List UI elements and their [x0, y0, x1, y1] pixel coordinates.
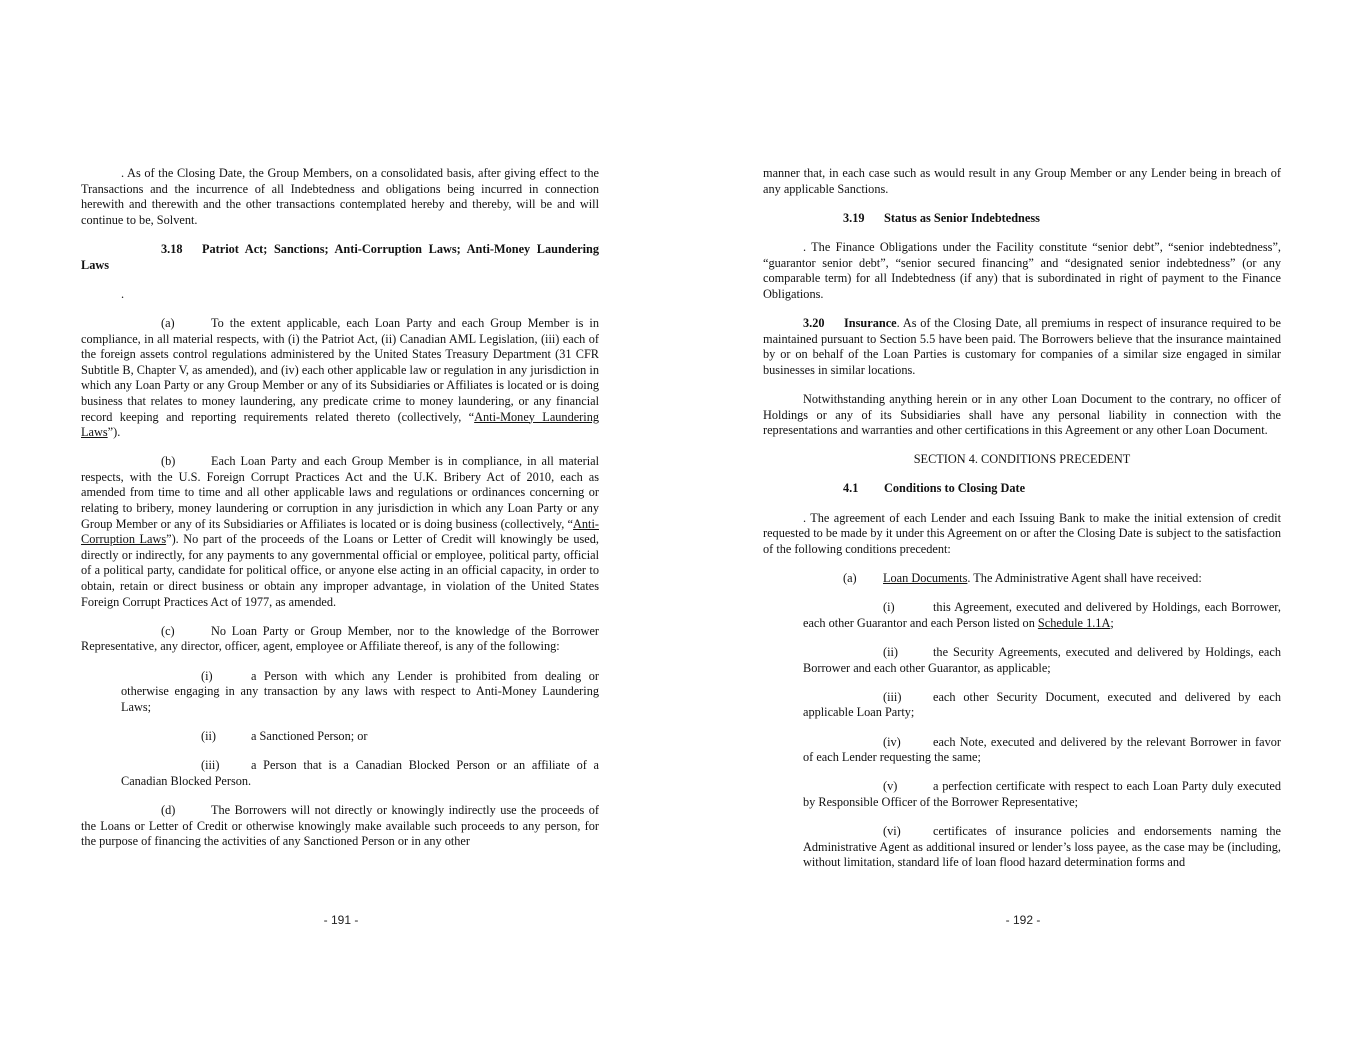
left-page	[0, 0, 682, 1055]
term-schedule-1-1a: Schedule 1.1A	[1037, 615, 1111, 630]
right-page	[682, 0, 1364, 1055]
section-3-18-heading: 3.18 Patriot Act; Sanctions; Anti-Corruption Laws; Anti-Money Laundering Laws	[81, 241, 599, 272]
right-page-body	[763, 166, 1281, 885]
clause-c-ii: (ii) a Sanctioned Person; or	[201, 728, 368, 743]
clause-c: (c) No Loan Party or Group Member, nor to the knowledge of the Borrower Representative, any director, officer, agent, employee or Affiliate thereof, is any of the following:	[81, 623, 599, 654]
section-4-title: SECTION 4. CONDITIONS PRECEDENT	[913, 452, 1131, 467]
item-ii: (ii) the Security Agreements, executed and delivered by Holdings, each Borrower and each other Guarantor, as applicable;	[803, 645, 1281, 675]
term-anti-money-laundering-laws: Anti-Money Laundering Laws	[81, 409, 599, 440]
section-3-20-paragraph: 3.20 Insurance. As of the Closing Date, all premiums in respect of insurance required to be maintained pursuant to Section 5.5 have been paid. The Borrowers believe that the insurance maintained by or on behalf of the Loan Parties is customary for companies of a similar size engaged in similar businesses in similar locations.	[763, 315, 1281, 377]
clause-d: (d) The Borrowers will not directly or knowingly indirectly use the proceeds of the Loans or Letter of Credit or otherwise knowingly make available such proceeds to any person, for the purpose of financing the activities of any Sanctioned Person or in any other	[81, 802, 599, 849]
item-vi: (vi) certificates of insurance policies and endorsements naming the Administrative Agent as additional insured or lender’s loss payee, as the case may be (including, without limitation, standard life of loan flood hazard determination forms and	[803, 824, 1281, 870]
term-loan-documents: Loan Documents	[883, 571, 968, 586]
section-3-19-text: . The Finance Obligations under the Facility constitute “senior debt”, “senior indebtedness”, “guarantor senior debt”, “senior secured financing” and “designated senior indebtedness” (or any comparable term) for all Indebtedness (if any) that is subordinated in right of payment to the Finance Obligations.	[763, 239, 1281, 301]
section-4-1-text: . The agreement of each Lender and each Issuing Bank to make the initial extension of credit requested to be made by it under this Agreement on or after the Closing Date is subject to the satisfaction of the following conditions precedent:	[763, 510, 1281, 556]
clause-a-aml: (a) To the extent applicable, each Loan Party and each Group Member is in compliance, in all material respects, with (i) the Patriot Act, (ii) Canadian AML Legislation, (iii) each of the foreign assets control regulations administered by the United States Treasury Department (31 CFR Subtitle B, Chapter V, as amended), and (iv) each other applicable law or regulation in any jurisdiction in which any Loan Party or any Group Member or any of its Subsidiaries or Affiliates is located or is doing business that relates to money laundering, any predicate crime to money laundering, or any financial record keeping and reporting requirements related thereto (collectively, “Anti-Money Laundering Laws”).	[81, 315, 599, 440]
term-anti-corruption-laws: Anti-Corruption Laws	[81, 516, 599, 547]
section-3-19-heading: 3.19 Status as Senior Indebtedness	[843, 210, 1040, 225]
continuation-paragraph: manner that, in each case such as would result in any Group Member or any Lender being in breach of any applicable Sanctions.	[763, 166, 1281, 196]
clause-c-i: (i) a Person with which any Lender is prohibited from dealing or otherwise engaging in any transaction by any laws with respect to Anti-Money Laundering Laws;	[121, 668, 599, 714]
clause-b-anti-corruption: (b) Each Loan Party and each Group Member is in compliance, in all material respects, with the U.S. Foreign Corrupt Practices Act and the U.K. Bribery Act of 2010, each as amended from time to time and all other applicable laws and regulations or ordinances concerning or relating to bribery, money laundering or corruption in any jurisdiction in which any Loan Party or any Group Member or any of its Subsidiaries or Affiliates is located or is doing business (collectively, “Anti-Corruption Laws”). No part of the proceeds of the Loans or Letter of Credit will knowingly be used, directly or indirectly, for any payments to any governmental official or employee, political party, official of a political party, candidate for political office, or anyone else acting in an official capacity, in order to obtain, retain or direct business or obtain any improper advantage, in violation of the United States Foreign Corrupt Practices Act of 1977, as amended.	[81, 454, 599, 609]
notwithstanding-paragraph: Notwithstanding anything herein or in any other Loan Document to the contrary, no officer of Holdings or any of its Subsidiaries shall have any personal liability in connection with the representations and warranties and other certifications in this Agreement or any other Loan Document.	[763, 391, 1281, 438]
clause-a-loan-documents: (a) Loan Documents. The Administrative Agent shall have received:	[843, 571, 1202, 586]
item-iv: (iv) each Note, executed and delivered by the relevant Borrower in favor of each Lender requesting the same;	[803, 734, 1281, 765]
item-v: (v) a perfection certificate with respect to each Loan Party duly executed by Responsible Officer of the Borrower Representative;	[803, 779, 1281, 809]
item-i: (i) this Agreement, executed and delivered by Holdings, each Borrower, each other Guarantor and each Person listed on Schedule 1.1A;	[803, 600, 1281, 630]
page-number: - 191 -	[323, 913, 359, 927]
left-page-body	[81, 166, 599, 863]
page-number: - 192 -	[1005, 913, 1041, 927]
solvency-paragraph: . As of the Closing Date, the Group Members, on a consolidated basis, after giving effect to the Transactions and the incurrence of all Indebtedness and obligations being incurred in connection herewith and therewith and the other transactions contemplated hereby and thereby, will be and will continue to be, Solvent.	[81, 166, 599, 227]
section-3-18-dot: .	[121, 286, 125, 301]
item-iii: (iii) each other Security Document, executed and delivered by each applicable Loan Party;	[803, 689, 1281, 720]
section-4-1-heading: 4.1 Conditions to Closing Date	[843, 481, 1026, 496]
clause-c-iii: (iii) a Person that is a Canadian Blocked Person or an affiliate of a Canadian Blocked Person.	[121, 758, 599, 788]
